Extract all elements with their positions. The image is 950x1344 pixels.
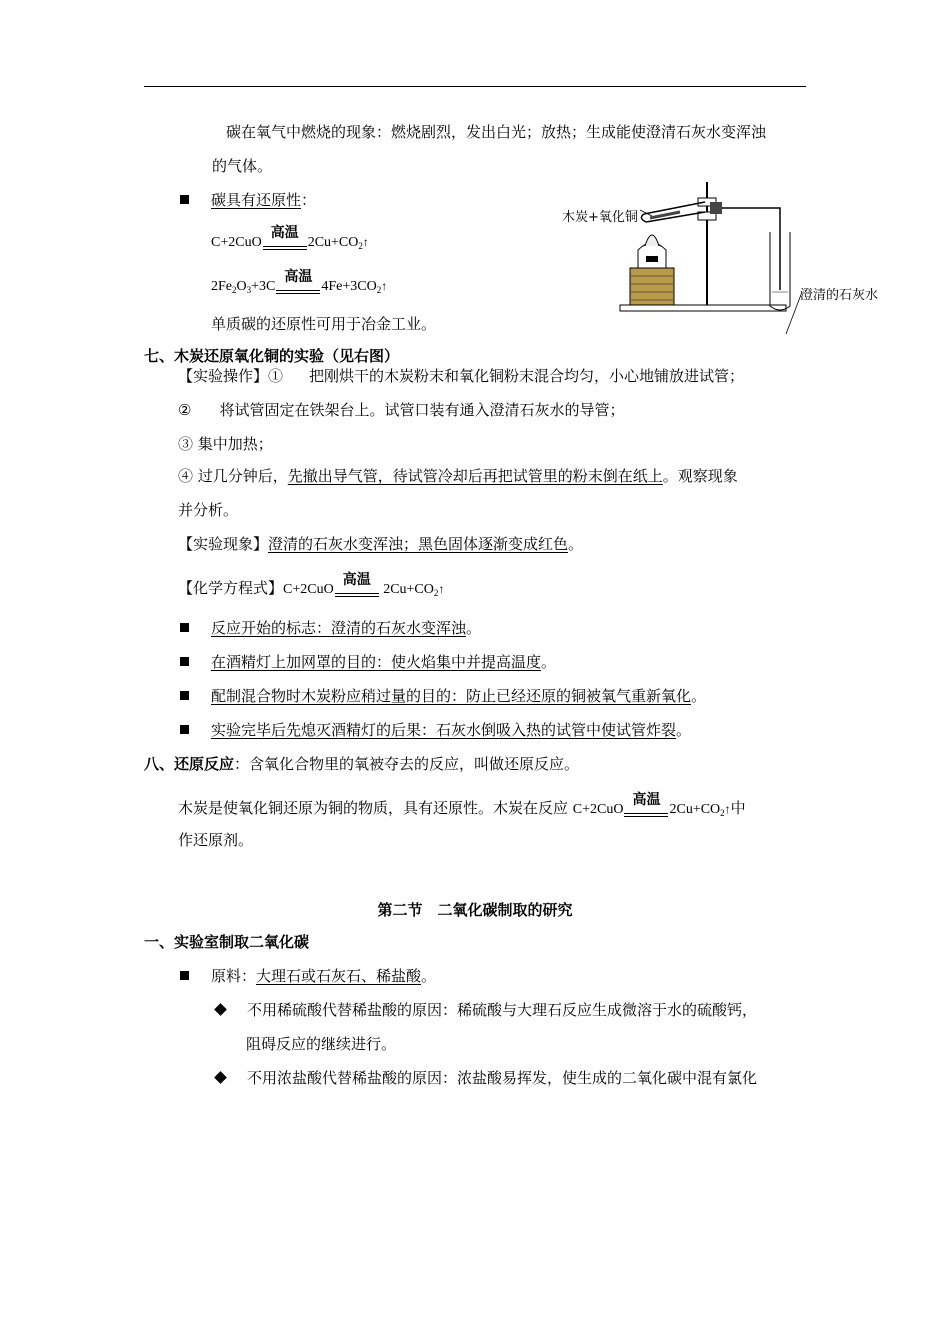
square-bullet-icon xyxy=(180,725,189,734)
bullet-excess-charcoal: 配制混合物时木炭粉应稍过量的目的：防止已经还原的铜被氧气重新氧化。 xyxy=(180,686,706,706)
figure-label-reactants: 木炭+氧化铜 xyxy=(562,210,638,225)
section-8: 八、还原反应：含氧化合物里的氧被夺去的反应，叫做还原反应。 xyxy=(144,755,580,773)
reaction-condition: 高温 xyxy=(335,583,379,603)
section-1-title: 一、实验室制取二氧化碳 xyxy=(144,933,310,951)
reaction-condition: 高温 xyxy=(624,803,668,823)
square-bullet-icon xyxy=(180,691,189,700)
equation-line: 【化学方程式】C+2CuO 高温 $2Cu+CO_2↑$ xyxy=(178,578,444,603)
reason-sulfuric-acid: 不用稀硫酸代替稀盐酸的原因：稀硫酸与大理石反应生成微溶于水的硫酸钙， xyxy=(214,1000,757,1020)
raw-materials: 原料：大理石或石灰石、稀盐酸。 xyxy=(180,966,436,986)
square-bullet-icon xyxy=(180,623,189,632)
operation-step-4: ④ 过几分钟后，先撤出导气管，待试管冷却后再把试管里的粉末倒在纸上。观察现象 xyxy=(178,467,738,485)
diamond-bullet-icon xyxy=(214,1071,227,1084)
bullet-extinguish-lamp: 实验完毕后先熄灭酒精灯的后果：石灰水倒吸入热的试管中使试管炸裂。 xyxy=(180,720,691,740)
operation-step-1: 【实验操作】① 把刚烘干的木炭粉末和氧化铜粉末混合均匀，小心地铺放进试管； xyxy=(178,367,745,385)
bullet-start-sign: 反应开始的标志：澄清的石灰水变浑浊。 xyxy=(180,618,481,638)
square-bullet-icon xyxy=(180,195,189,204)
charcoal-reductant-cont: 作还原剂。 xyxy=(178,831,254,849)
header-rule xyxy=(144,86,806,87)
metallurgy-line: 单质碳的还原性可用于冶金工业。 xyxy=(211,315,437,333)
reason-sulfuric-acid-cont: 阻碍反应的继续进行。 xyxy=(246,1035,397,1053)
combustion-line: 碳在氧气中燃烧的现象：燃烧剧烈，发出白光；放热；生成能使澄清石灰水变浑浊 xyxy=(226,123,767,141)
reaction-condition: 高温 xyxy=(276,280,320,300)
apparatus-drawing xyxy=(560,180,890,340)
equation-2: $2Fe_2O_3+3C$ 高温 $4Fe+3CO_2↑$ xyxy=(211,276,387,300)
section-2-title: 第二节 二氧化碳制取的研究 xyxy=(377,901,573,919)
equation-1: C+2CuO 高温 $2Cu+CO_2↑$ xyxy=(211,232,369,256)
operation-step-2: ② 将试管固定在铁架台上。试管口装有通入澄清石灰水的导管； xyxy=(178,401,625,419)
combustion-line-cont: 的气体。 xyxy=(212,157,273,175)
section-7-title: 七、木炭还原氧化铜的实验（见右图） xyxy=(144,347,400,365)
figure-label-limewater: 澄清的石灰水 xyxy=(800,288,879,303)
charcoal-reductant-line: 木炭是使氧化铜还原为铜的物质，具有还原性。木炭在反应 C+2CuO 高温 $2Cu+CO_2↑$中 xyxy=(178,798,746,823)
apparatus-figure xyxy=(560,180,890,340)
reason-concentrated-hcl: 不用浓盐酸代替稀盐酸的原因：浓盐酸易挥发，使生成的二氧化碳中混有氯化 xyxy=(214,1068,757,1088)
phenomenon-line: 【实验现象】澄清的石灰水变浑浊；黑色固体逐渐变成红色。 xyxy=(178,535,584,553)
square-bullet-icon xyxy=(180,971,189,980)
diamond-bullet-icon xyxy=(214,1003,227,1016)
square-bullet-icon xyxy=(180,657,189,666)
reaction-condition: 高温 xyxy=(263,236,307,256)
bullet-net-cover: 在酒精灯上加网罩的目的：使火焰集中并提高温度。 xyxy=(180,652,556,672)
operation-step-4-cont: 并分析。 xyxy=(178,501,239,519)
reducing-heading: 碳具有还原性： xyxy=(180,190,316,210)
operation-step-3: ③ 集中加热； xyxy=(178,435,273,453)
